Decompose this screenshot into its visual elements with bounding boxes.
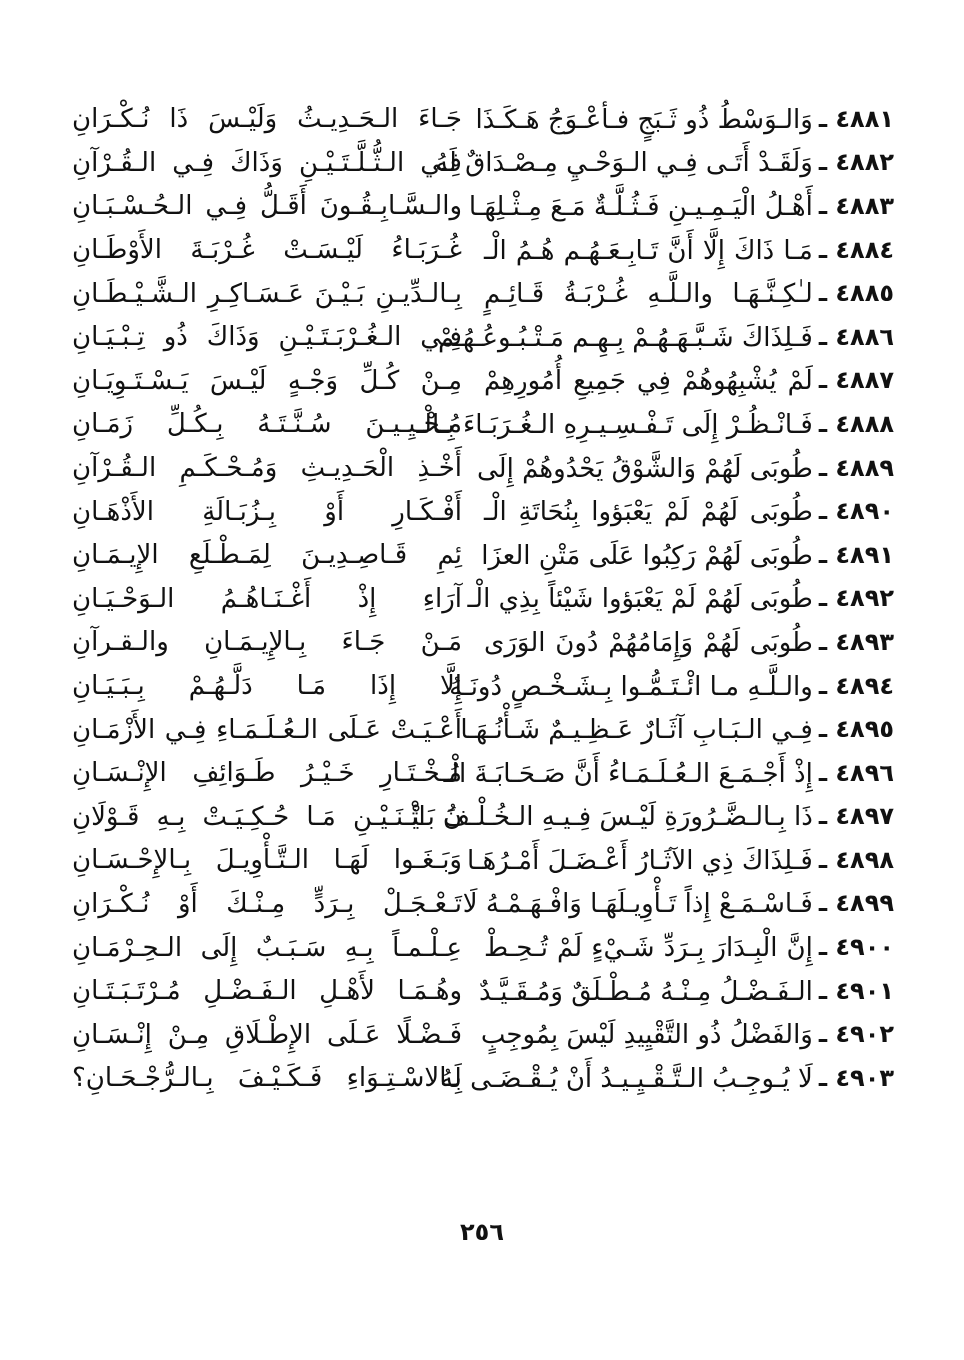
verse-number: ٤٨٨٨ ـ: [818, 409, 894, 438]
first-hemistich-text: وَالـوَسْطُ ذُو ثَـبَجٍ فـأعْـوَجُ هَـكَـذَا: [475, 104, 813, 135]
first-hemistich-text: مَـا ذَاكَ إِلَّا أَنَّ تَـابِـعَـهُـم هُـمُ الْـ: [484, 235, 813, 266]
first-hemistich: [434, 148, 894, 179]
first-hemistich-text: الـفَـضْـلُ مِـنْـهُ مُـطْـلَقٌ وَمُـقَـيَّـدٌ: [478, 976, 813, 1007]
first-hemistich: [475, 104, 894, 135]
verse-line: [72, 185, 894, 229]
verse-number: ٤٨٩٥ ـ: [818, 715, 894, 744]
verse-line: [72, 883, 894, 927]
verse-line: [72, 1013, 894, 1057]
second-hemistich: وهُـمَـا لأَهْـلِ الـفَـضْـلِ مُـرْتَـبَـتَـانِ: [72, 976, 462, 1007]
first-hemistich-text: وَالفَضْلُ ذُو التَّقْيِيدِ لَيْسَ بِمُوجِبٍ: [480, 1020, 813, 1051]
verse-line: [72, 839, 894, 883]
verse-number: ٤٨٨٢ ـ: [818, 148, 894, 177]
first-hemistich-text: لـٰكِـنَّـهَـا والـلَّـهِ غُـرْبَـةُ قَـائِـمٍ: [484, 279, 813, 310]
verse-line: [72, 970, 894, 1014]
second-hemistich: أَخْـذِ الْحَـدِيـثِ وَمُـحْـكَـمِ الـقُـرْآنِ: [72, 453, 462, 484]
first-hemistich: [416, 409, 894, 440]
second-hemistich: بِـالاسْـتِـوَاءِ فَـكَـيْـفَ بِـالـرُّجْـحَـانِ؟: [72, 1063, 462, 1094]
first-hemistich-text: ذَا بِـالـضَّـرُورَةِ لَيْـسَ فِـيـهِ الـخُـلْـفُ بَـيْـ: [404, 802, 813, 833]
first-hemistich-text: فَـانْـظُـرْ إِلَى تَـفْـسِـيـرِهِ الـغُـرَبَـاءَ بِـالْـ: [416, 409, 813, 440]
verse-line: [72, 272, 894, 316]
verse-line: [72, 665, 894, 709]
verse-line: [72, 98, 894, 142]
first-hemistich-text: وَلَقَـدْ أَتَـى فِـي الـوَحْـيِ مِـصْـدَاقٌ لَهُ: [434, 148, 813, 179]
first-hemistich: [467, 584, 894, 615]
first-hemistich: [468, 191, 894, 222]
verse-number: ٤٨٨٩ ـ: [818, 453, 894, 482]
first-hemistich: [478, 976, 894, 1007]
first-hemistich: [438, 322, 894, 353]
verse-line: [72, 708, 894, 752]
verse-line: [72, 752, 894, 796]
first-hemistich: [481, 540, 894, 571]
first-hemistich-text: فِـي الـبَـابِ آثَـارٌ عَـظِـيـمٌ شَـأْنُـهَـا: [460, 715, 813, 746]
verse-line: [72, 796, 894, 840]
first-hemistich-text: لَا يُـوجِـبُ الـتَّـقْـيِـيـدُ أَنْ يُـقْـضَـى لَهُ: [439, 1063, 813, 1094]
verse-number: ٤٨٨١ ـ: [818, 104, 894, 133]
first-hemistich-text: طُوبَى لَهُمْ لَمْ يَعْبَؤوا بِنُحَاتَةِ الْـ: [484, 497, 813, 528]
first-hemistich: [484, 497, 894, 527]
verse-number: ٤٨٨٥ ـ: [818, 279, 894, 308]
second-hemistich: بِـالـدِّيـنِ بَـيْـنَ عَـسَـاكِـرِ الـشَّـيْـطَـانِ: [72, 278, 462, 309]
verse-line: [72, 403, 894, 447]
first-hemistich-text: طُوبَى لَهُمْ وَالشَّوْقُ يَحْدُوهُمْ إِلَى: [476, 453, 813, 484]
first-hemistich-text: طُوبَى لَهُمْ وَإِمَامُهُمْ دُونَ الوَرَى: [484, 627, 813, 658]
first-hemistich-text: فَـلِذَاكَ شَـبَّـهَـهُـمْ بِـهِـم مَـتْـبُـوعُـهُـمْ: [438, 322, 813, 353]
first-hemistich: [484, 366, 894, 396]
verse-number: ٤٩٠٣ ـ: [818, 1063, 894, 1092]
first-hemistich-text: إِنَّ الْبِـدَارَ بِـرَدِّ شَـيْءٍ لَمْ تُـحِـطْ: [484, 933, 813, 964]
second-hemistich: فَـضْـلًا عَـلَى الإِطْـلَاقِ مِـنْ إِنْـسَـانِ: [72, 1019, 462, 1050]
verse-number: ٤٨٩٣ ـ: [818, 627, 894, 656]
first-hemistich: [484, 628, 894, 658]
first-hemistich-text: إِذْ أَجْـمَـعَ الـعُـلَـمَـاءُ أَنَّ صَـحَـابَـةَ الْـ: [443, 758, 813, 789]
verse-number: ٤٨٨٦ ـ: [818, 322, 894, 351]
page-number: ٢٥٦: [460, 1218, 504, 1246]
second-hemistich: إِلَّا إِذَا مَـا دَلَّـهُـمْ بِـبَـيَـانِ: [72, 671, 462, 702]
verse-number: ٤٩٠١ ـ: [818, 976, 894, 1005]
verse-number: ٤٨٩٢ ـ: [818, 584, 894, 613]
first-hemistich: [462, 889, 894, 920]
second-hemistich: نَ اثْـنَـيْـنِ مَـا حُـكِـيَـتْ بِـهِ قَـوْلَانِ: [72, 801, 462, 832]
second-hemistich: عِـلْـمـاً بِـهِ سَـبَـبٌ إِلَى الـحِـرْمَـانِ: [72, 932, 462, 963]
second-hemistich: وَبَـغَـوا لَهَـا الـتَّـأْوِيـلَ بِـالإِحْـسَـانِ: [72, 845, 462, 876]
verse-number: ٤٨٩٩ ـ: [818, 889, 894, 918]
verse-number: ٤٨٩٧ ـ: [818, 802, 894, 831]
verse-line: [72, 360, 894, 404]
first-hemistich: [460, 715, 894, 746]
second-hemistich: فِـي الـغُـرْبَـتَـيْـنِ وَذَاكَ ذُو تِـبْـيَـانِ: [72, 322, 462, 353]
first-hemistich: [439, 1063, 894, 1094]
second-hemistich: مَـنْ جَـاءَ بِـالإِيـمَـانِ والـقـرآنِ: [72, 627, 462, 658]
first-hemistich: [443, 758, 894, 789]
second-hemistich: مُـخْـتَـارِ خَـيْـرُ طَـوَائِفِ الإِنْـسَـانِ: [72, 758, 462, 789]
second-hemistich: تَـعْـجَـلْ بِـرَدٍّ مِـنْـكَ أَوْ نُـكْـرَانِ: [72, 888, 462, 919]
verse-line: [72, 490, 894, 534]
first-hemistich: [480, 1020, 894, 1051]
verse-number: ٤٨٨٣ ـ: [818, 191, 894, 220]
second-hemistich: ئِمِ قَـاصِـدِيـنَ لِمَـطْـلَعِ الإِيـمَـانِ: [72, 540, 462, 571]
first-hemistich-text: طُوبَى لَهُمْ رَكِبُوا عَلَى مَتْنِ العزَا: [481, 540, 813, 571]
verse-line: [72, 1057, 894, 1101]
first-hemistich-text: طُوبَى لَهُمْ لَمْ يَعْبَؤوا شَيْئاً بِذِي الْـ: [467, 584, 813, 615]
first-hemistich: [484, 933, 894, 963]
verse-line: [72, 926, 894, 970]
verse-number: ٤٩٠٢ ـ: [818, 1020, 894, 1049]
verse-number: ٤٨٩٦ ـ: [818, 758, 894, 787]
verse-line: [72, 229, 894, 273]
verse-number: ٤٩٠٠ ـ: [818, 933, 894, 962]
verse-line: [72, 142, 894, 186]
second-hemistich: أَعْـيَـتْ عَـلَى الـعُـلَـمَـاءِ فِـي الأَزْمَـانِ: [72, 714, 462, 745]
first-hemistich: [476, 453, 894, 484]
verse-line: [72, 534, 894, 578]
verse-line: [72, 578, 894, 622]
verse-number: ٤٨٨٧ ـ: [818, 366, 894, 395]
verse-line: [72, 447, 894, 491]
poem-body: [72, 98, 894, 1101]
second-hemistich: جَـاءَ الـحَـدِيـثُ وَلَيْـسَ ذَا نُـكْـرَانِ: [72, 104, 462, 135]
first-hemistich: [466, 845, 894, 876]
verse-number: ٤٨٩٠ ـ: [818, 497, 894, 526]
verse-number: ٤٨٩٤ ـ: [818, 671, 894, 700]
verse-number: ٤٨٩١ ـ: [818, 540, 894, 569]
verse-number: ٤٨٩٨ ـ: [818, 845, 894, 874]
verse-number: ٤٨٨٤ ـ: [818, 235, 894, 264]
first-hemistich: [484, 236, 894, 266]
first-hemistich-text: فَـاسْـمَـعْ إِذاً تَـأْوِيـلَهَـا وَافْـهَـمْـهُ لَا: [462, 889, 813, 920]
second-hemistich: والـسَّـابِـقُـونَ أَقَـلُّ فِـي الـحُـسْـبَـانِ: [72, 191, 462, 222]
second-hemistich: أَفْـكَـارِ أَوْ بِـزُبَـالَةِ الأَذْهَـانِ: [72, 496, 462, 527]
first-hemistich: [449, 671, 894, 702]
second-hemistich: غُـرَبَـاءُ لَيْـسَـتْ غُـرْبَـةَ الأَوْطَـانِ: [72, 235, 462, 266]
first-hemistich-text: لَمْ يُشْبِهُوهُمْ فِي جَمِيعِ أُمُورِهِمْ: [484, 366, 813, 397]
verse-line: [72, 621, 894, 665]
second-hemistich: مِـنْ كُـلِّ وَجْـهٍ لَيْـسَ يَـسْـتَـوِيَـانِ: [72, 365, 462, 396]
first-hemistich-text: أَهْـلُ الْيَـمِـيـنِ فَـثُـلَّـةٌ مَـعَ مِـثْـلِهَـا: [468, 191, 813, 222]
verse-line: [72, 316, 894, 360]
second-hemistich: آرَاءِ إِذْ أَغْـنَـاهُـمُ الـوَحْـيَـانِ: [72, 583, 462, 614]
first-hemistich: [404, 802, 894, 833]
first-hemistich: [484, 279, 894, 309]
first-hemistich-text: فَـلِذَاكَ ذِي الآثَـارُ أَعْـضَـلَ أَمْـرُهَـا: [466, 845, 813, 876]
second-hemistich: مُـحْـيِـيـنَ سُـنَّـتَـهُ بِـكُـلِّ زَمَـانِ: [72, 409, 462, 440]
second-hemistich: فِـي الـثُّـلَّـتَـيْـنِ وَذَاكَ فِـي الـقُـرْآنِ: [72, 147, 462, 178]
first-hemistich-text: والـلَّـهِ مـا ائْـتَـمُّـوا بِـشَـخْـصٍ دُونَـهُ: [449, 671, 813, 702]
